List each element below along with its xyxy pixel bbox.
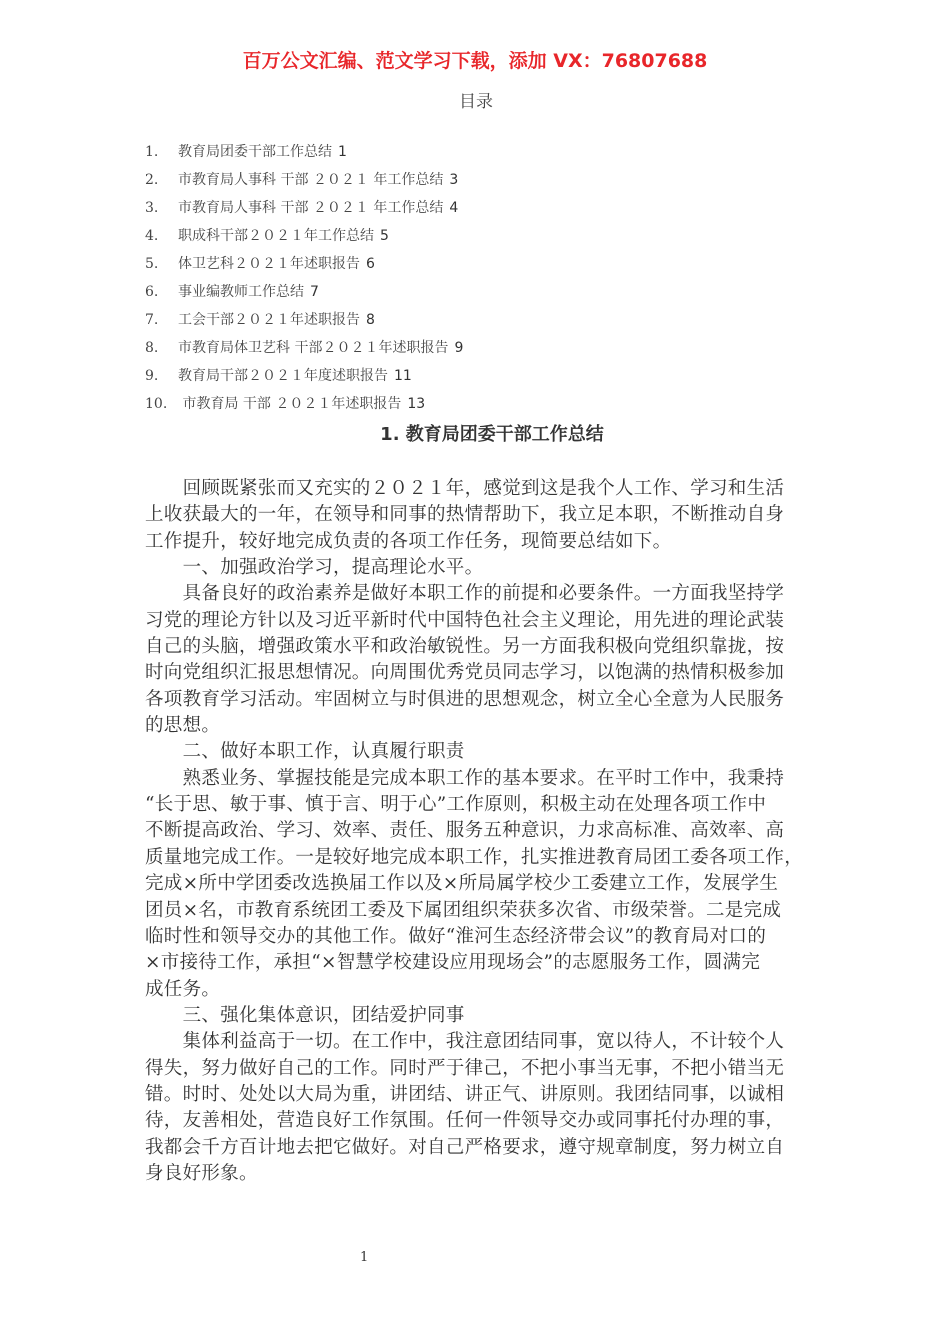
body-line: 团员×名，市教育系统团工委及下属团组织荣获多次省、市级荣誉。二是完成 [145,899,782,921]
body-line: 二、做好本职工作，认真履行职责 [145,741,465,763]
body-line: “长于思、敏于事、慎于言、明于心”工作原则，积极主动在处理各项工作中 [145,794,767,816]
toc-item-number: 6. [145,284,159,300]
watermark-text: 百万公文汇编、范文学习下载，添加 VX：76807688 [242,50,708,72]
toc-item-title: 职成科干部２０２１年工作总结 [178,228,374,244]
toc-item-page: 11 [394,368,412,384]
toc-item[interactable] [145,141,463,169]
body-line: 我都会千方百计地去把它做好。对自己严格要求，遵守规章制度，努力树立自 [145,1136,785,1158]
body-line: 具备良好的政治素养是做好本职工作的前提和必要条件。一方面我坚持学 [145,583,785,605]
toc-item[interactable] [145,169,463,197]
toc-item-title: 工会干部２０２１年述职报告 [178,312,360,328]
toc-item-page: 1 [338,144,347,160]
toc-item-page: 4 [449,200,459,216]
toc-item-number: 2. [145,172,159,188]
table-of-contents [145,141,463,421]
toc-item-page: 9 [454,340,464,356]
toc-item-number: 1. [145,144,159,160]
body-line: 回顾既紧张而又充实的２０２１年，感觉到这是我个人工作、学习和生活 [145,478,785,499]
body-line: 自己的头脑，增强政策水平和政治敏锐性。另一方面我积极向党组织靠拢，按 [145,636,785,658]
toc-item-page: 5 [380,228,389,244]
body-line: 质量地完成工作。一是较好地完成本职工作，扎实推进教育局团工委各项工作， [145,846,804,868]
toc-title: 目录 [459,92,493,112]
body-line: ×市接待工作，承担“×智慧学校建设应用现场会”的志愿服务工作，圆满完 [145,952,761,974]
toc-item-title: 事业编教师工作总结 [178,284,304,300]
toc-item[interactable] [145,337,463,365]
toc-item[interactable] [145,281,463,309]
toc-item-number: 7. [145,312,159,328]
toc-item-page: 6 [366,256,375,272]
toc-item-title: 市教育局体卫艺科 干部２０２１年述职报告 [178,340,449,356]
body-line: 临时性和领导交办的其他工作。做好“淮河生态经济带会议”的教育局对口的 [145,925,767,947]
body-line: 各项教育学习活动。牢固树立与时俱进的思想观念，树立全心全意为人民服务 [145,688,785,710]
body-line: 成任务。 [145,978,221,1000]
body-line: 习党的理论方针以及习近平新时代中国特色社会主义理论，用先进的理论武装 [145,609,785,631]
body-line: 工作提升，较好地完成负责的各项工作任务，现简要总结如下。 [145,530,672,552]
body-line: 得失，努力做好自己的工作。同时严于律己，不把小事当无事，不把小错当无 [145,1057,785,1079]
toc-item-title: 教育局干部２０２１年度述职报告 [178,368,388,384]
body-line: 错。时时、处处以大局为重，讲团结、讲正气、讲原则。我团结同事，以诚相 [145,1083,785,1105]
toc-item-number: 8. [145,340,159,356]
watermark-banner [0,46,950,73]
body-line: 身良好形象。 [145,1162,258,1184]
toc-item-number: 10. [145,396,168,412]
toc-item-title: 市教育局人事科 干部 ２０２１ 年工作总结 [178,200,444,216]
toc-item[interactable] [145,197,463,225]
toc-item-number: 4. [145,228,159,244]
toc-item-number: 3. [145,200,159,216]
page-number: 1 [360,1250,369,1265]
toc-item-page: 13 [407,396,426,412]
toc-item-number: 5. [145,256,159,272]
toc-item[interactable] [145,309,463,337]
toc-item[interactable] [145,365,463,393]
toc-item[interactable] [145,225,463,253]
toc-item-page: 7 [310,284,319,300]
body-line: 完成×所中学团委改选换届工作以及×所局属学校少工委建立工作，发展学生 [145,873,779,895]
document-body [145,476,805,1187]
toc-item-title: 教育局团委干部工作总结 [178,144,332,160]
body-line: 集体利益高于一切。在工作中，我注意团结同事，宽以待人，不计较个人 [145,1031,785,1053]
toc-item-number: 9. [145,368,159,384]
body-line: 待，友善相处，营造良好工作氛围。任何一件领导交办或同事托付办理的事， [145,1110,785,1132]
body-line: 的思想。 [145,715,221,737]
toc-item[interactable] [145,393,463,421]
toc-item-title: 市教育局人事科 干部 ２０２１ 年工作总结 [178,172,444,188]
section-title: 1. 教育局团委干部工作总结 [380,424,604,445]
toc-item-page: 3 [449,172,459,188]
body-line: 一、加强政治学习，提高理论水平。 [145,557,484,579]
toc-item-title: 体卫艺科２０２１年述职报告 [178,256,360,272]
body-line: 时向党组织汇报思想情况。向周围优秀党员同志学习，以饱满的热情积极参加 [145,662,785,684]
body-line: 熟悉业务、掌握技能是完成本职工作的基本要求。在平时工作中，我秉持 [145,767,785,789]
body-line: 不断提高政治、学习、效率、责任、服务五种意识，力求高标准、高效率、高 [145,820,785,842]
toc-item[interactable] [145,253,463,281]
toc-item-title: 市教育局 干部 ２０２１年述职报告 [178,396,402,412]
body-line: 上收获最大的一年，在领导和同事的热情帮助下，我立足本职，不断推动自身 [145,504,785,526]
body-line: 三、强化集体意识，团结爱护同事 [145,1004,465,1026]
toc-item-page: 8 [366,312,375,328]
